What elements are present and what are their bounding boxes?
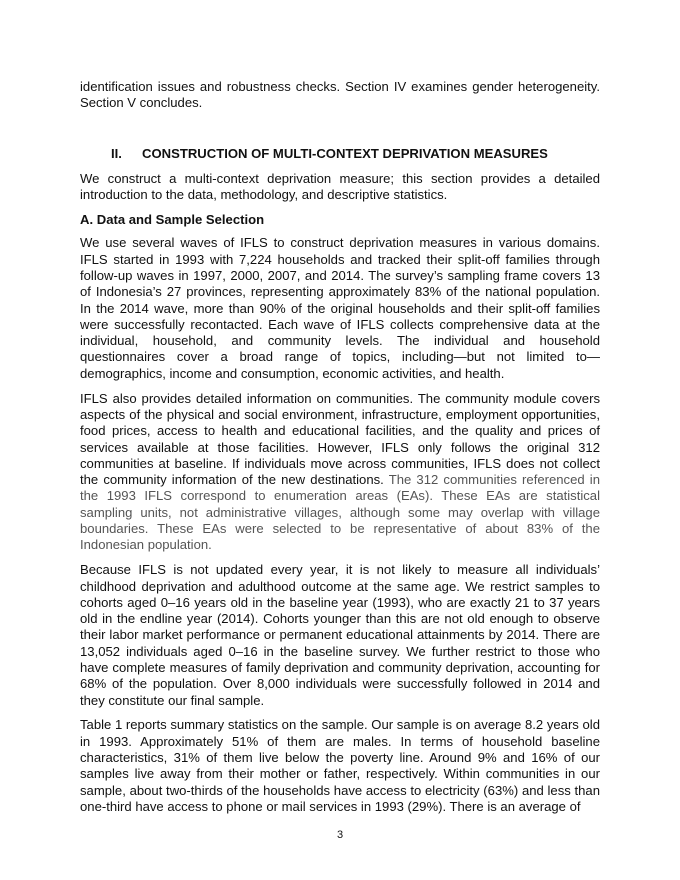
paragraph-summary-statistics: Table 1 reports summary statistics on the sample. Our sample is on average 8.2 years old in 1993. Approximately 51% of them are males. In terms of household baseline characteristics, 31% of them live below the poverty line. Around 9% and 16% of our samples live away from their mother or father, respectively. Within communities in our sample, about two-thirds of the households have access to electricity (63%) and less than one-third have access to phone or mail services in 1993 (29%). There is an average of — [80, 717, 600, 814]
community-text: IFLS also provides detailed information on communities. The community module covers aspects of the physical and social environment, infrastructure, employment opportunities, food prices, access to health and educational facilities, and the quality and prices of services available at those facilities. However, IFLS only follows the original 312 communities at baseline. If individuals move across communities, IFLS does not collect the community information of the new destinations. — [80, 390, 600, 488]
section-number: II. — [111, 145, 122, 161]
enumeration-areas-note: The 312 communities referenced in the 1993 IFLS correspond to enumeration areas (EAs). These EAs are statistical sampling units, not administrative villages, although some may overlap with village boundaries. These EAs were selected to be representative of about 83% of the Indonesian population. — [80, 472, 600, 553]
paragraph-data-overview: We use several waves of IFLS to construct deprivation measures in various domains. IFLS started in 1993 with 7,224 households and tracked their split-off families through follow-up waves in 1997, 2000, 2007, and 2014. The survey’s sampling frame covers 13 of Indonesia’s 27 provinces, representing approximately 83% of the national population. In the 2014 wave, more than 90% of the original households and their split-off families were successfully recontacted. Each wave of IFLS collects comprehensive data at the individual, household, and community levels. The individual and household questionnaires cover a broad range of topics, including—but not limited to—demographics, income and consumption, economic activities, and health. — [80, 235, 600, 381]
paragraph-sample-restriction: Because IFLS is not updated every year, it is not likely to measure all individuals’ childhood deprivation and adulthood outcome at the same age. We restrict samples to cohorts aged 0–16 years old in the baseline year (1993), who are exactly 21 to 37 years old in the endline year (2014). Cohorts younger than this are not old enough to observe their labor market performance or permanent educational attainments by 2014. There are 13,052 individuals aged 0–16 in the baseline survey. We further restrict to those who have complete measures of family deprivation and community deprivation, accounting for 68% of the population. Over 8,000 individuals were successfully followed in 2014 and they constitute our final sample. — [80, 562, 600, 708]
subsection-heading: A. Data and Sample Selection — [80, 212, 265, 228]
section-title: CONSTRUCTION OF MULTI-CONTEXT DEPRIVATION MEASURES — [142, 145, 548, 161]
paragraph-communities — [80, 391, 600, 554]
section-heading — [80, 146, 600, 162]
document-page — [80, 79, 600, 824]
page-number: 3 — [336, 829, 344, 841]
intro-paragraph: identification issues and robustness checks. Section IV examines gender heterogeneity. Section V concludes. — [80, 79, 600, 111]
section-lead-paragraph: We construct a multi-context deprivation measure; this section provides a detailed introduction to the data, methodology, and descriptive statistics. — [80, 170, 600, 203]
